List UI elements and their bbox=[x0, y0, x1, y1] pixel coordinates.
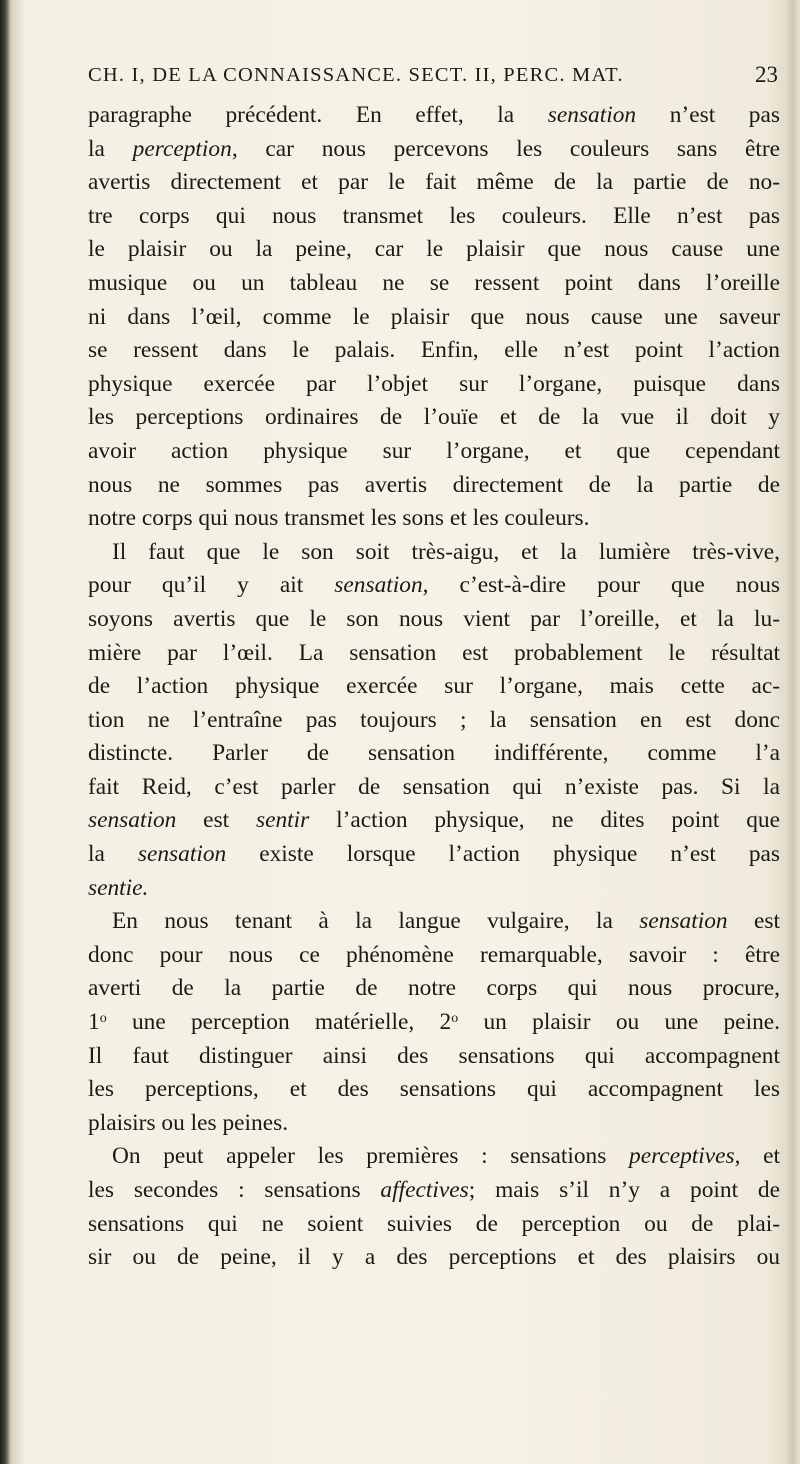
text-line bbox=[88, 401, 780, 435]
text-line bbox=[88, 704, 780, 738]
italic-term: sensation bbox=[639, 908, 728, 935]
text-line bbox=[88, 99, 780, 133]
text-segment: plaisirs ou les peines. bbox=[88, 1109, 289, 1136]
italic-term: sensation bbox=[88, 807, 177, 834]
text-line bbox=[88, 804, 780, 838]
ordinal-superscript: o bbox=[99, 1011, 107, 1027]
text-segment: , car nous percevons les couleurs sans être bbox=[231, 135, 781, 162]
text-line bbox=[88, 200, 780, 234]
text-segment: averti de la partie de notre corps qui nous procure, bbox=[88, 975, 780, 1002]
text-line bbox=[88, 1006, 780, 1040]
text-segment: les secondes : sensations bbox=[88, 1177, 381, 1203]
text-segment: ni dans l’œil, comme le plaisir que nous cause une saveur bbox=[88, 303, 780, 330]
text-segment: sir ou de peine, il y a des perceptions et des plaisirs ou bbox=[88, 1244, 780, 1271]
text-line bbox=[88, 1174, 780, 1208]
text-segment: un plaisir ou une peine. bbox=[458, 1009, 780, 1036]
text-segment: le plaisir ou la peine, car le plaisir que nous cause une bbox=[88, 236, 780, 263]
text-segment: les perceptions ordinaires de l’ouïe et de la vue il doit y bbox=[88, 404, 780, 431]
text-line bbox=[88, 267, 780, 301]
text-line bbox=[88, 469, 780, 503]
text-segment: notre corps qui nous transmet les sons et les couleurs. bbox=[88, 505, 590, 532]
text-line bbox=[88, 905, 780, 939]
text-line bbox=[88, 1208, 780, 1242]
text-segment: se ressent dans le palais. Enfin, elle n’est point l’action bbox=[88, 337, 780, 364]
text-segment: , et bbox=[734, 1143, 781, 1170]
text-segment: Il faut que le son soit très-aigu, et la lumière très-vive, bbox=[112, 538, 780, 565]
text-segment: 1 bbox=[88, 1009, 100, 1036]
text-line bbox=[88, 771, 780, 805]
text-segment: , c’est-à-dire pour que nous bbox=[422, 572, 780, 599]
text-line bbox=[88, 502, 780, 536]
page-header bbox=[88, 64, 778, 96]
text-segment: sensations qui ne soient suivies de perception ou de plai- bbox=[88, 1210, 780, 1237]
italic-term: sentir bbox=[255, 807, 310, 834]
italic-term: perception bbox=[132, 135, 232, 162]
text-line bbox=[88, 1241, 780, 1275]
text-line bbox=[88, 166, 780, 200]
text-segment: pour qu’il y ait bbox=[88, 572, 335, 599]
text-line bbox=[88, 1140, 780, 1174]
text-line bbox=[88, 334, 780, 368]
book-spine-shadow bbox=[0, 0, 9, 1464]
text-segment: distincte. Parler de sensation indifférente, comme l’a bbox=[88, 740, 780, 767]
text-segment: tre corps qui nous transmet les couleurs. Elle n’est pas bbox=[88, 202, 780, 229]
text-line bbox=[88, 368, 780, 402]
text-line bbox=[88, 972, 780, 1006]
text-segment: les perceptions, et des sensations qui accompagnent les bbox=[88, 1076, 780, 1103]
text-segment: Il faut distinguer ainsi des sensations qui accompagnent bbox=[88, 1042, 780, 1069]
text-line bbox=[88, 536, 780, 570]
text-segment: de l’action physique exercée sur l’organe, mais cette ac- bbox=[88, 673, 780, 700]
text-line bbox=[88, 637, 780, 671]
text-line bbox=[88, 670, 780, 704]
text-line bbox=[88, 872, 780, 906]
italic-term: perceptives bbox=[629, 1143, 735, 1170]
text-segment: donc pour nous ce phénomène remarquable, savoir : être bbox=[88, 941, 780, 968]
italic-term: sentie. bbox=[88, 874, 149, 901]
text-segment: est bbox=[176, 807, 256, 834]
text-line bbox=[88, 569, 780, 603]
body-text bbox=[88, 99, 780, 1275]
text-line bbox=[88, 1040, 780, 1074]
text-segment: physique exercée par l’objet sur l’organe, puisque dans bbox=[88, 370, 780, 397]
italic-term: sensation bbox=[137, 841, 227, 868]
text-line bbox=[88, 435, 780, 469]
text-segment: la bbox=[88, 135, 133, 162]
text-segment: paragraphe précédent. En effet, la bbox=[88, 102, 548, 128]
text-segment: fait Reid, c’est parler de sensation qui n’existe pas. Si la bbox=[88, 773, 780, 800]
text-segment: ; mais s’il n’y a point de bbox=[468, 1177, 781, 1203]
text-segment: une perception matérielle, 2 bbox=[106, 1009, 452, 1036]
page-number: 23 bbox=[755, 62, 778, 87]
page-edge bbox=[786, 0, 800, 1464]
text-segment: avertis directement et par le fait même de la partie de no- bbox=[88, 169, 780, 196]
text-segment: En nous tenant à la langue vulgaire, la bbox=[112, 908, 640, 935]
text-line bbox=[88, 939, 780, 973]
italic-term: sensation bbox=[334, 572, 423, 599]
text-segment: avoir action physique sur l’organe, et que cependant bbox=[88, 437, 780, 464]
text-segment: nous ne sommes pas avertis directement de la partie de bbox=[88, 471, 780, 498]
text-segment: l’action physique, ne dites point que bbox=[309, 807, 780, 834]
text-segment: tion ne l’entraîne pas toujours ; la sensation en est donc bbox=[88, 706, 780, 733]
text-line bbox=[88, 233, 780, 267]
text-segment: mière par l’œil. La sensation est probablement le résultat bbox=[88, 639, 780, 666]
text-segment: musique ou un tableau ne se ressent point dans l’oreille bbox=[88, 269, 780, 296]
text-segment: On peut appeler les premières : sensations bbox=[112, 1143, 629, 1170]
text-segment: la bbox=[88, 841, 138, 868]
text-segment: existe lorsque l’action physique n’est pas bbox=[226, 841, 780, 868]
running-head: CH. I, DE LA CONNAISSANCE. SECT. II, PERC. MAT. bbox=[88, 64, 624, 86]
italic-term: affectives bbox=[380, 1177, 469, 1203]
text-line bbox=[88, 737, 780, 771]
text-segment: est bbox=[727, 908, 780, 935]
text-line bbox=[88, 301, 780, 335]
ordinal-superscript: o bbox=[451, 1011, 459, 1027]
text-line bbox=[88, 603, 780, 637]
text-line bbox=[88, 1107, 780, 1141]
text-line bbox=[88, 133, 780, 167]
italic-term: sensation bbox=[547, 102, 637, 128]
text-segment: n’est pas bbox=[636, 102, 780, 128]
text-segment: soyons avertis que le son nous vient par l’oreille, et la lu- bbox=[88, 605, 780, 632]
text-line bbox=[88, 1073, 780, 1107]
text-line bbox=[88, 838, 780, 872]
